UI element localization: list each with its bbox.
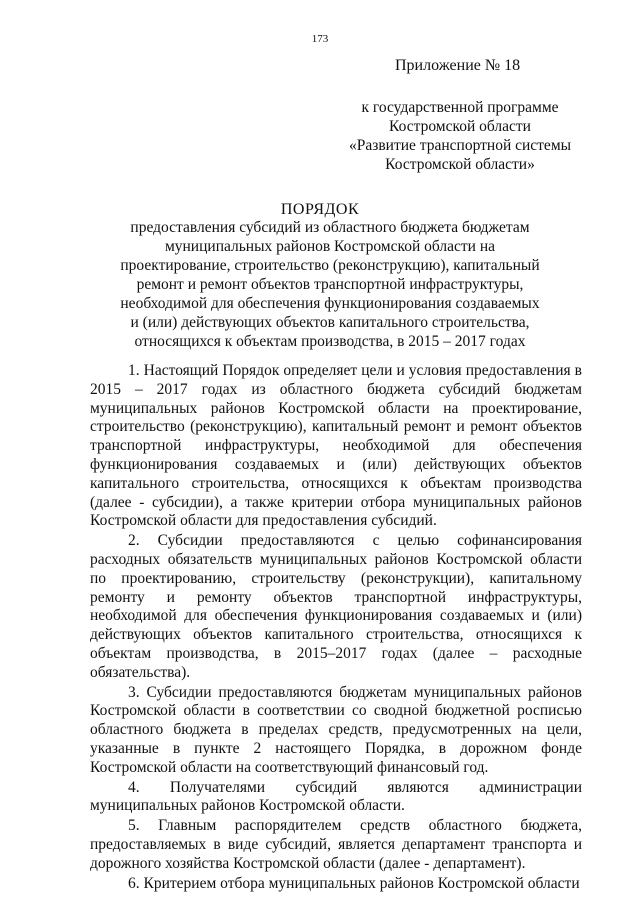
paragraph-4: 4. Получателями субсидий являются администрации муниципальных районов Костромской области. [90, 778, 582, 815]
appendix-reference-line: к государственной программе [361, 99, 559, 116]
subtitle-line: ремонт и ремонт объектов транспортной инфраструктуры, [136, 276, 524, 293]
paragraph-6: 6. Критерием отбора муниципальных районов Костромской области [128, 874, 580, 892]
paragraph-3: 3. Субсидии предоставляются бюджетам муниципальных районов Костромской области в соответствии со сводной бюджетной росписью областного бюджета в пределах средств, предусмотренных на цели, указанные в пункте 2 настоящего Порядка, в дорожном фонде Костромской области на соответствующий финансовый год. [90, 683, 582, 776]
appendix-reference-line: Костромской области [389, 118, 531, 135]
subtitle-line: проектирование, строительство (реконструкцию), капитальный [120, 257, 540, 274]
paragraph-1: 1. Настоящий Порядок определяет цели и условия предоставления в 2015 – 2017 годах из областного бюджета субсидий бюджетам муниципальных районов Костромской области на проектирование, строительство (реконструкцию), капитальный ремонт и ремонт объектов транспортной инфраструктуры, необходимой для обеспечения функционирования создаваемых и (или) действующих объектов капитального строительства, относящихся к объектам производства (далее - субсидии), а также критерии отбора муниципальных районов Костромской области для предоставления субсидий. [90, 362, 582, 530]
paragraph-2: 2. Субсидии предоставляются с целью софинансирования расходных обязательств муниципальных районов Костромской области по проектированию, строительству (реконструкции), капитальному ремонту и ремонту объектов транспортной инфраструктуры, необходимой для обеспечения функционирования создаваемых и (или) действующих объектов капитального строительства, относящихся к объектам производства, в 2015–2017 годах (далее – расходные обязательства). [90, 532, 582, 681]
document-title: ПОРЯДОК [280, 201, 360, 218]
subtitle-line: относящихся к объектам производства, в 2015 – 2017 годах [134, 333, 526, 350]
appendix-reference-line: Костромской области» [385, 156, 535, 173]
subtitle-line: предоставления субсидий из областного бюджета бюджетам [130, 219, 530, 236]
subtitle-line: и (или) действующих объектов капитального строительства, [130, 314, 530, 331]
subtitle-line: необходимой для обеспечения функционирования создаваемых [120, 295, 540, 312]
document-body [90, 362, 582, 894]
page-number: 173 [311, 33, 329, 45]
subtitle-line: муниципальных районов Костромской области на [164, 238, 496, 255]
appendix-title: Приложение № 18 [395, 57, 521, 74]
appendix-reference-line: «Развитие транспортной системы [348, 137, 572, 154]
paragraph-5: 5. Главным распорядителем средств областного бюджета, предоставляемых в виде субсидий, является департамент транспорта и дорожного хозяйства Костромской области (далее - департамент). [90, 817, 582, 872]
document-subtitle [120, 218, 540, 351]
appendix-reference [330, 98, 590, 174]
